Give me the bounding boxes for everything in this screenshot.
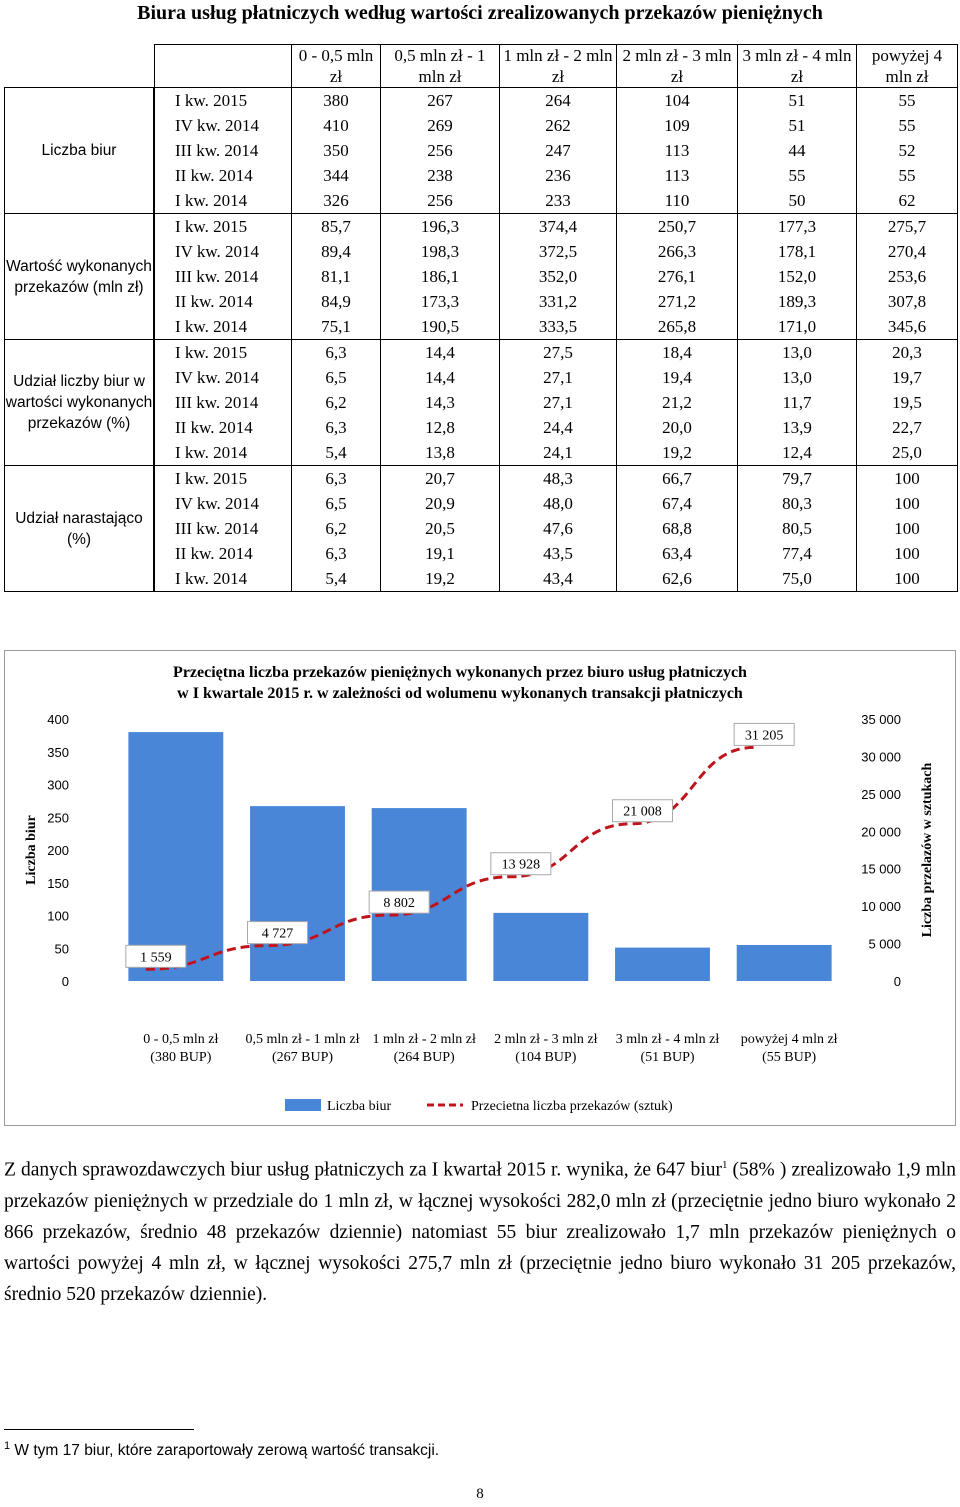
table-value: 236 [545,166,571,185]
table-value: 352,0 [538,267,578,286]
value-cell [738,340,857,466]
y-right-axis-label: Liczba przelazów w sztukach [920,762,935,938]
y-right-tick-label: 25 000 [861,786,901,802]
table-value: 171,0 [777,317,817,336]
table-group-row [5,340,958,466]
table-value: 380 [323,91,349,110]
table-value: 19,5 [892,393,922,412]
table-value: 20,7 [425,469,455,488]
table-value: 6,2 [325,519,347,538]
value-cell [500,466,617,592]
table-value: 6,3 [325,544,347,563]
value-cell [292,88,381,214]
category-label: 0,5 mln zł - 1 mln zł [245,1032,360,1047]
category-label: (51 BUP) [640,1050,695,1065]
period-label: II kw. 2014 [175,292,253,311]
table-value: 333,5 [538,317,578,336]
period-label: IV kw. 2014 [175,494,260,513]
period-label: I kw. 2015 [175,469,248,488]
table-value: 100 [894,569,920,588]
table-value: 48,0 [543,494,573,513]
table-group-row [5,214,958,340]
group-label: Wartość wykonanych przekazów (mln zł) [5,214,154,340]
table-value: 20,3 [892,343,922,362]
table-value: 19,4 [662,368,692,387]
period-label: I kw. 2014 [175,443,248,462]
table-value: 20,5 [425,519,455,538]
category-label: (104 BUP) [515,1050,577,1065]
category-label: (55 BUP) [762,1050,817,1065]
group-label: Liczba biur [5,88,154,214]
table-value: 19,2 [662,443,692,462]
period-label: I kw. 2015 [175,217,248,236]
table-value: 43,5 [543,544,573,563]
table-value: 6,3 [325,418,347,437]
value-cell [381,340,500,466]
table-value: 196,3 [420,217,460,236]
table-value: 14,3 [425,393,455,412]
table-value: 256 [427,191,453,210]
table-value: 75,0 [782,569,812,588]
bar [737,945,832,981]
period-label: IV kw. 2014 [175,116,260,135]
table-value: 27,1 [543,368,573,387]
y-left-tick-label: 350 [47,744,69,760]
period-label: IV kw. 2014 [175,368,260,387]
table-value: 6,3 [325,469,347,488]
table-value: 12,8 [425,418,455,437]
table-value: 198,3 [420,242,460,261]
table-value: 13,0 [782,343,812,362]
table-value: 6,3 [325,343,347,362]
value-cell [292,466,381,592]
table-value: 14,4 [425,343,455,362]
table-value: 410 [323,116,349,135]
table-group-row [5,466,958,592]
stats-table [4,44,958,592]
table-value: 18,4 [662,343,692,362]
table-value: 6,5 [325,368,347,387]
table-group-row [5,88,958,214]
y-left-tick-label: 150 [47,875,69,891]
bar [493,913,588,981]
table-value: 269 [427,116,453,135]
y-left-axis-label: Liczba biur [24,815,39,885]
table-value: 81,1 [321,267,351,286]
value-cell [857,214,958,340]
data-label: 31 205 [744,728,784,744]
table-value: 22,7 [892,418,922,437]
table-value: 190,5 [420,317,460,336]
table-value: 24,4 [543,418,573,437]
period-cell [155,340,292,466]
table-value: 238 [427,166,453,185]
data-label: 21 008 [623,804,662,820]
table-value: 55 [898,91,916,110]
table-value: 51 [788,116,806,135]
table-value: 19,7 [892,368,922,387]
table-value: 233 [545,191,571,210]
period-label: I kw. 2015 [175,343,248,362]
legend-label: Liczba biur [327,1099,392,1114]
chart-container [4,650,956,1126]
value-cell [381,214,500,340]
table-value: 20,9 [425,494,455,513]
period-label: II kw. 2014 [175,418,253,437]
category-label: (264 BUP) [393,1050,455,1065]
column-header: powyżej 4 mln zł [857,45,958,88]
value-cell [738,466,857,592]
value-cell [617,340,738,466]
y-left-tick-label: 200 [47,843,69,858]
y-left-tick-label: 250 [47,810,69,826]
data-label: 8 802 [383,896,415,912]
table-value: 51 [788,91,806,110]
y-right-tick-label: 35 000 [861,712,901,727]
period-label: I kw. 2015 [175,91,248,110]
data-label: 4 727 [261,926,294,942]
table-value: 6,2 [325,393,347,412]
table-value: 266,3 [657,242,697,261]
bar [250,806,345,981]
table-value: 24,1 [543,443,573,462]
table-value: 100 [894,494,920,513]
table-value: 21,2 [662,393,692,412]
table-value: 113 [664,141,690,160]
table-value: 25,0 [892,443,922,462]
period-label: III kw. 2014 [175,267,259,286]
table-value: 374,4 [538,217,578,236]
page-title: Biura usług płatniczych według wartości zrealizowanych przekazów pieniężnych [137,2,823,24]
table-value: 13,9 [782,418,812,437]
table-value: 13,0 [782,368,812,387]
table-header-row [5,45,958,88]
data-label: 1 559 [140,950,172,966]
y-right-tick-label: 30 000 [861,749,901,765]
category-label: 2 mln zł - 3 mln zł [494,1032,598,1047]
table-value: 265,8 [657,317,697,336]
table-value: 55 [898,166,916,185]
value-cell [617,214,738,340]
period-label: I kw. 2014 [175,317,248,336]
table-value: 307,8 [887,292,927,311]
period-label: IV kw. 2014 [175,242,260,261]
table-value: 62,6 [662,569,692,588]
table-value: 189,3 [777,292,817,311]
column-header: 0,5 mln zł - 1 mln zł [381,45,500,88]
table-value: 271,2 [657,292,697,311]
value-cell [292,340,381,466]
table-value: 13,8 [425,443,455,462]
category-label: powyżej 4 mln zł [740,1032,838,1047]
table-value: 27,1 [543,393,573,412]
table-value: 100 [894,544,920,563]
table-value: 253,6 [887,267,927,286]
category-label: 3 mln zł - 4 mln zł [615,1032,720,1047]
table-value: 63,4 [662,544,692,563]
table-value: 75,1 [321,317,351,336]
value-cell [381,88,500,214]
table-value: 6,5 [325,494,347,513]
table-value: 113 [664,166,690,185]
category-label: (380 BUP) [150,1050,212,1065]
period-label: II kw. 2014 [175,544,253,563]
value-cell [292,214,381,340]
table-value: 250,7 [657,217,697,236]
period-cell [155,214,292,340]
period-cell [155,88,292,214]
table-value: 77,4 [782,544,812,563]
y-right-tick-label: 10 000 [861,899,901,915]
value-cell [617,466,738,592]
value-cell [500,214,617,340]
category-label: 1 mln zł - 2 mln zł [372,1032,476,1047]
y-right-tick-label: 5 000 [868,936,901,952]
paragraph-text-1: Z danych sprawozdawczych biur usług płatniczych za I kwartał 2015 r. wynika, że 647 biur [4,1159,722,1181]
table-value: 344 [323,166,349,185]
table-value: 20,0 [662,418,692,437]
footnote-mark: 1 [4,1440,11,1452]
category-label: 0 - 0,5 mln zł [143,1032,219,1047]
table-value: 177,3 [777,217,817,236]
table-value: 100 [894,519,920,538]
table-value: 80,3 [782,494,812,513]
table-value: 262 [545,116,571,135]
footnote [4,1440,439,1460]
table-value: 350 [323,141,349,160]
table-value: 43,4 [543,569,573,588]
table-value: 80,5 [782,519,812,538]
value-cell [857,88,958,214]
legend-label: Przecietna liczba przekazów (sztuk) [471,1099,673,1114]
period-label: III kw. 2014 [175,393,259,412]
table-value: 50 [788,191,806,210]
group-label: Udział liczby biur w wartości wykonanych przekazów (%) [5,340,154,466]
table-value: 68,8 [662,519,692,538]
legend-swatch-bars [285,1099,321,1111]
table-value: 44 [788,141,806,160]
table-value: 372,5 [538,242,578,261]
table-value: 186,1 [420,267,460,286]
period-label: II kw. 2014 [175,166,253,185]
value-cell [500,340,617,466]
table-value: 104 [664,91,690,110]
column-header: 2 mln zł - 3 mln zł [617,45,738,88]
table-value: 89,4 [321,242,351,261]
table-value: 264 [545,91,571,110]
table-value: 55 [788,166,806,185]
period-label: I kw. 2014 [175,191,248,210]
table-value: 247 [545,141,571,160]
table-value: 152,0 [777,267,817,286]
table-value: 19,2 [425,569,455,588]
table-value: 267 [427,91,453,110]
table-value: 67,4 [662,494,692,513]
footnote-ref: 1 [721,1159,728,1171]
footnote-text: W tym 17 biur, które zaraportowały zerową wartość transakcji. [10,1442,440,1460]
table-value: 27,5 [543,343,573,362]
table-value: 256 [427,141,453,160]
table-value: 270,4 [887,242,927,261]
table-value: 178,1 [777,242,817,261]
table-value: 52 [898,141,916,160]
value-cell [857,340,958,466]
y-left-tick-label: 300 [47,777,69,793]
footnote-divider [4,1429,194,1430]
table-value: 5,4 [325,443,347,462]
paragraph-text-2: (58% ) zrealizowało 1,9 mln przekazów pieniężnych w przedziale do 1 mln zł, w łącznej wysokości 282,0 mln zł (przeciętnie jedno biuro wykonało 2 866 przekazów, średnio 48 przekazów dziennie) natomiast 55 biur zrealizowało 1,7 mln przekazów pieniężnych o wartości powyżej 4 mln zł, w łącznej wysokości 275,7 mln zł (przeciętnie jedno biuro wykonało 31 205 przekazów, średnio 520 przekazów dziennie). [4,1159,956,1305]
table-value: 84,9 [321,292,351,311]
table-value: 48,3 [543,469,573,488]
chart-title-line-1: Przeciętna liczba przekazów pieniężnych wykonanych przez biuro usług płatniczych [173,664,747,681]
y-left-tick-label: 100 [47,908,69,924]
table-value: 19,1 [425,544,455,563]
table-value: 5,4 [325,569,347,588]
table-value: 12,4 [782,443,812,462]
summary-paragraph [4,1150,956,1310]
table-value: 100 [894,469,920,488]
value-cell [738,214,857,340]
chart-title-line-2: w I kwartale 2015 r. w zależności od wolumenu wykonanych transakcji płatniczych [177,685,743,702]
table-value: 85,7 [321,217,351,236]
group-label: Udział narastająco (%) [5,466,154,592]
table-value: 331,2 [538,292,578,311]
table-value: 14,4 [425,368,455,387]
table-value: 11,7 [782,393,812,412]
table-value: 47,6 [543,519,573,538]
column-header: 0 - 0,5 mln zł [292,45,381,88]
y-right-tick-label: 0 [893,974,901,989]
table-value: 345,6 [887,317,927,336]
table-value: 55 [898,116,916,135]
value-cell [738,88,857,214]
period-label: III kw. 2014 [175,141,259,160]
category-label: (267 BUP) [271,1050,334,1065]
page-number: 8 [476,1486,484,1502]
table-value: 326 [323,191,349,210]
value-cell [381,466,500,592]
period-label: I kw. 2014 [175,569,248,588]
value-cell [500,88,617,214]
period-cell [155,466,292,592]
table-value: 66,7 [662,469,692,488]
period-label: III kw. 2014 [175,519,259,538]
y-left-tick-label: 0 [61,974,69,989]
y-left-tick-label: 400 [47,712,69,727]
table-value: 79,7 [782,469,812,488]
data-label: 13 928 [501,857,541,873]
column-header: 3 mln zł - 4 mln zł [738,45,857,88]
table-value: 173,3 [420,292,460,311]
column-header: 1 mln zł - 2 mln zł [500,45,617,88]
combo-chart [5,651,955,1125]
bar [615,948,710,981]
value-cell [857,466,958,592]
bar [128,732,223,981]
table-value: 276,1 [657,267,697,286]
table-value: 275,7 [887,217,927,236]
y-left-tick-label: 50 [54,941,69,957]
period-header [155,45,292,88]
table-value: 62 [898,191,916,210]
value-cell [617,88,738,214]
table-value: 109 [664,116,690,135]
table-value: 110 [664,191,690,210]
y-right-tick-label: 15 000 [861,861,901,877]
y-right-tick-label: 20 000 [861,824,901,840]
